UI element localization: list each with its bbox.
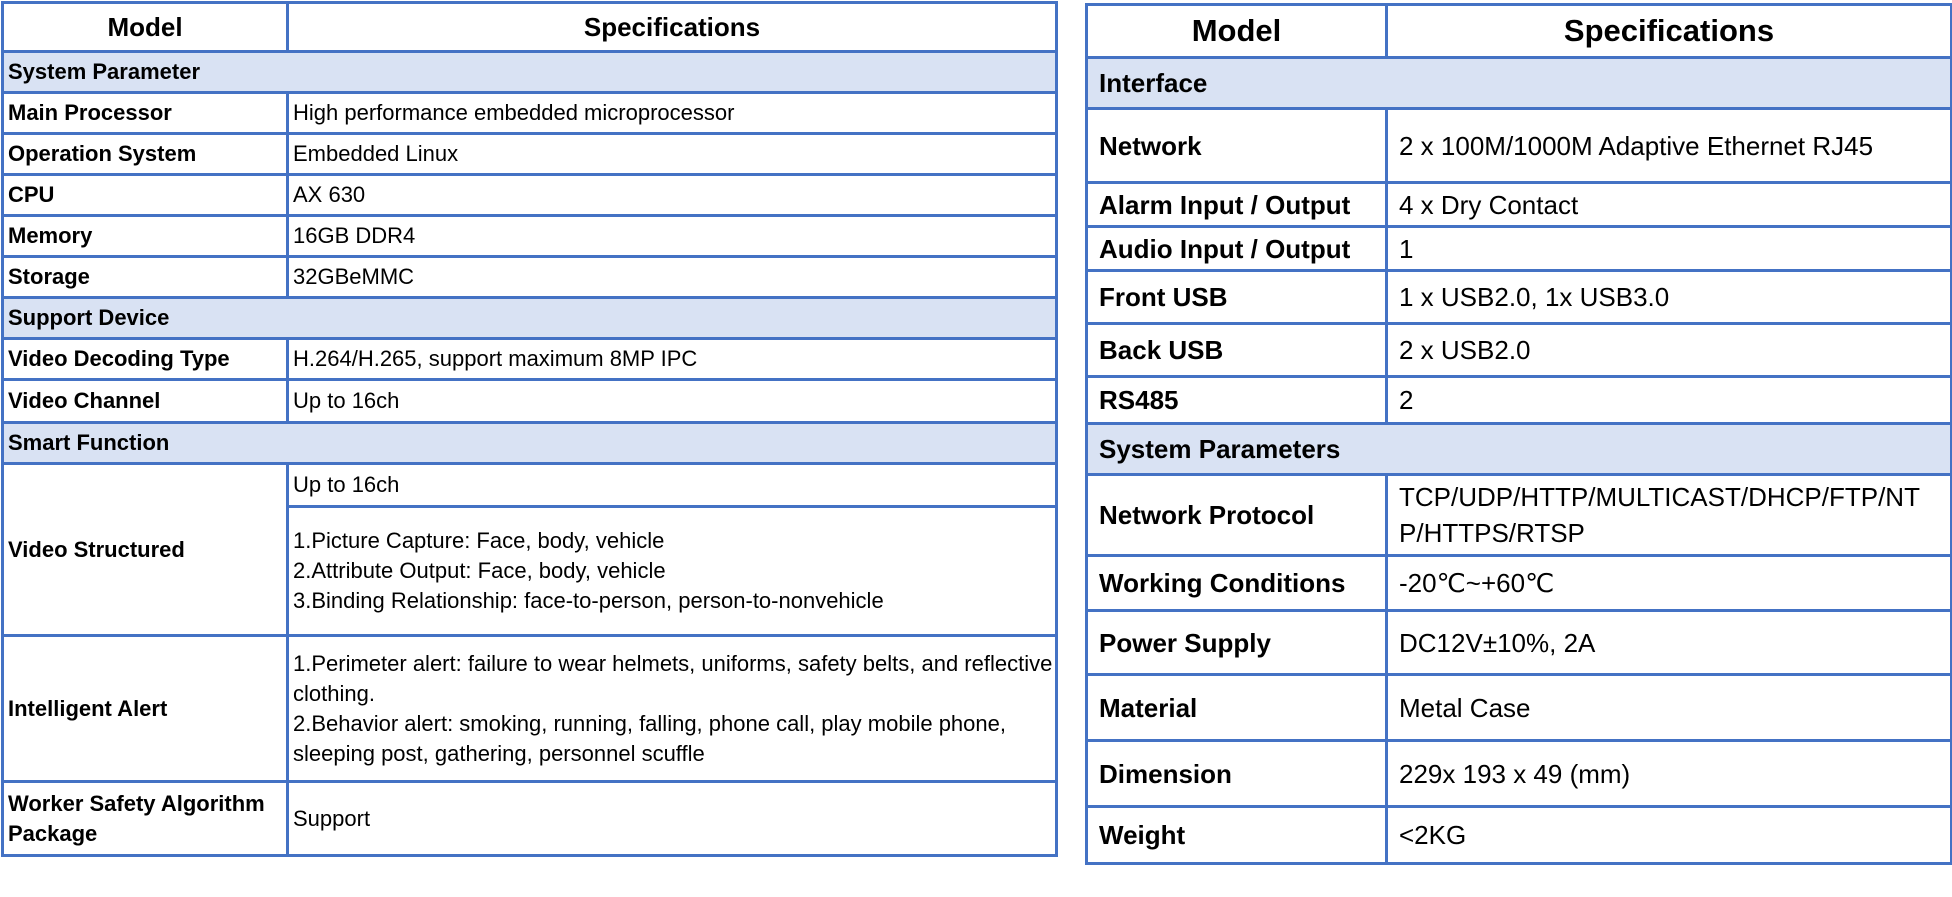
table-row (1087, 807, 1952, 864)
row-label: Back USB (1087, 324, 1387, 377)
row-label: Dimension (1087, 741, 1387, 807)
table-row (3, 636, 1057, 782)
row-value: Metal Case (1387, 675, 1952, 741)
table-row (1087, 475, 1952, 556)
table-row (1087, 324, 1952, 377)
row-label: CPU (3, 175, 288, 216)
row-value: <2KG (1387, 807, 1952, 864)
table-row (3, 216, 1057, 257)
row-label: Network (1087, 109, 1387, 183)
row-value: H.264/H.265, support maximum 8MP IPC (288, 339, 1057, 380)
table-row (3, 93, 1057, 134)
row-label: RS485 (1087, 377, 1387, 424)
row-value: 4 x Dry Contact (1387, 183, 1952, 227)
row-value: Embedded Linux (288, 134, 1057, 175)
row-value: DC12V±10%, 2A (1387, 611, 1952, 675)
section-system-parameters: System Parameters (1087, 424, 1952, 475)
row-label: Worker Safety Algorithm Package (3, 782, 288, 856)
row-label: Network Protocol (1087, 475, 1387, 556)
table-row (1087, 271, 1952, 324)
row-value: 32GBeMMC (288, 257, 1057, 298)
section-system-parameter: System Parameter (3, 52, 1057, 93)
row-label: Alarm Input / Output (1087, 183, 1387, 227)
row-value: 1.Picture Capture: Face, body, vehicle 2.Attribute Output: Face, body, vehicle 3.Binding Relationship: face-to-person, person-to-nonvehicle (288, 507, 1057, 636)
section-smart-function: Smart Function (3, 423, 1057, 464)
table-row (1087, 611, 1952, 675)
header-model: Model (3, 3, 288, 52)
row-value: 1 x USB2.0, 1x USB3.0 (1387, 271, 1952, 324)
row-value: Up to 16ch (288, 464, 1057, 507)
row-label: Video Channel (3, 380, 288, 423)
header-model: Model (1087, 5, 1387, 58)
table-row (1087, 556, 1952, 611)
row-value: Support (288, 782, 1057, 856)
table-row (3, 782, 1057, 856)
row-label: Main Processor (3, 93, 288, 134)
row-label: Intelligent Alert (3, 636, 288, 782)
table-row (3, 339, 1057, 380)
table-header-row (1087, 5, 1952, 58)
row-label: Audio Input / Output (1087, 227, 1387, 271)
row-value: -20℃~+60℃ (1387, 556, 1952, 611)
row-value: 1.Perimeter alert: failure to wear helmets, uniforms, safety belts, and reflective clothing. 2.Behavior alert: smoking, running, falling, phone call, play mobile phone, sleeping post, gathering, personnel scuffle (288, 636, 1057, 782)
table-row (3, 464, 1057, 507)
row-value: 2 x 100M/1000M Adaptive Ethernet RJ45 (1387, 109, 1952, 183)
row-label: Working Conditions (1087, 556, 1387, 611)
section-row (1087, 424, 1952, 475)
table-row (3, 175, 1057, 216)
table-row (1087, 227, 1952, 271)
table-row (1087, 377, 1952, 424)
table-row (3, 380, 1057, 423)
row-label: Front USB (1087, 271, 1387, 324)
row-label: Material (1087, 675, 1387, 741)
row-label: Video Structured (3, 464, 288, 636)
table-header-row (3, 3, 1057, 52)
section-support-device: Support Device (3, 298, 1057, 339)
row-label: Power Supply (1087, 611, 1387, 675)
row-label: Storage (3, 257, 288, 298)
row-label: Weight (1087, 807, 1387, 864)
row-label: Memory (3, 216, 288, 257)
row-value: 16GB DDR4 (288, 216, 1057, 257)
row-value: TCP/UDP/HTTP/MULTICAST/DHCP/FTP/NT P/HTTPS/RTSP (1387, 475, 1952, 556)
spec-table-right (1085, 3, 1952, 865)
row-value: AX 630 (288, 175, 1057, 216)
header-specifications: Specifications (1387, 5, 1952, 58)
section-row (1087, 58, 1952, 109)
row-label: Video Decoding Type (3, 339, 288, 380)
row-value: Up to 16ch (288, 380, 1057, 423)
row-value: 2 (1387, 377, 1952, 424)
header-specifications: Specifications (288, 3, 1057, 52)
row-value: 229x 193 x 49 (mm) (1387, 741, 1952, 807)
table-row (1087, 675, 1952, 741)
table-row (1087, 183, 1952, 227)
table-row (3, 134, 1057, 175)
spec-table-left (1, 1, 1058, 857)
section-row (3, 423, 1057, 464)
table-row (1087, 741, 1952, 807)
row-value: High performance embedded microprocessor (288, 93, 1057, 134)
row-value: 2 x USB2.0 (1387, 324, 1952, 377)
section-interface: Interface (1087, 58, 1952, 109)
table-row (3, 257, 1057, 298)
row-label: Operation System (3, 134, 288, 175)
section-row (3, 52, 1057, 93)
section-row (3, 298, 1057, 339)
row-value: 1 (1387, 227, 1952, 271)
table-row (1087, 109, 1952, 183)
